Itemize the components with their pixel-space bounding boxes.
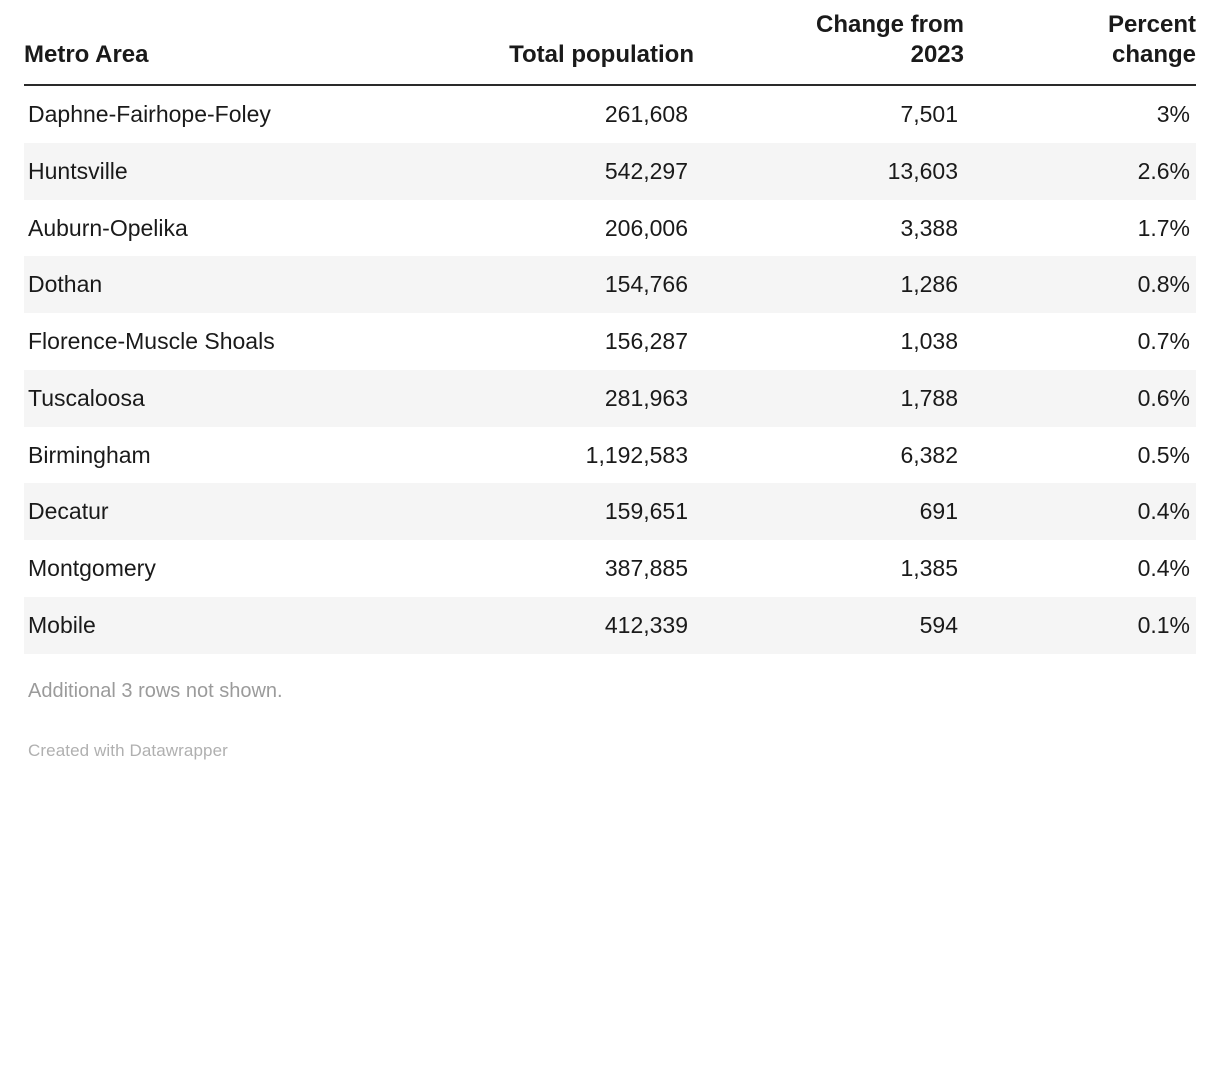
cell-total-population: 206,006 [604,214,688,241]
cell-total-population: 261,608 [604,101,688,127]
cell-percent-change: 3% [1156,101,1190,127]
cell-percent-change: 0.7% [1137,328,1190,354]
table-row [24,200,1196,257]
table-row [24,85,1196,143]
cell-percent-change: 0.4% [964,483,1196,540]
column-header-percent-change[interactable] [964,0,1196,85]
cell-change-from-2023: 13,603 [694,143,964,200]
cell-total-population: 156,287 [604,328,688,354]
header-change-line-2: 2023 [910,41,964,68]
cell-metro: Dothan [24,256,424,313]
table-row [24,370,1196,427]
table-row [24,143,1196,200]
cell-metro: Montgomery [28,555,156,581]
cell-metro: Mobile [24,597,424,654]
cell-change-from-2023: 691 [694,483,964,540]
cell-change-from-2023: 1,788 [694,370,964,427]
cell-metro: Florence-Muscle Shoals [28,328,275,354]
table-header [24,0,1196,85]
cell-change-from-2023: 7,501 [900,101,958,127]
table-row [24,597,1196,654]
cell-change-from-2023: 1,385 [900,555,958,581]
table-row [24,483,1196,540]
cell-change-from-2023: 594 [694,597,964,654]
cell-metro: Huntsville [24,143,424,200]
column-header-change-from-2023[interactable] [694,0,964,85]
column-header-total-population[interactable]: Total population [424,0,694,85]
cell-change-from-2023: 6,382 [900,441,958,468]
population-table [24,0,1196,654]
table-body [24,85,1196,654]
header-percent-line-2: change [1111,41,1196,68]
cell-percent-change: 0.1% [964,597,1196,654]
datawrapper-credit[interactable]: Created with Datawrapper [28,740,228,760]
cell-total-population: 542,297 [424,143,694,200]
cell-total-population: 154,766 [424,256,694,313]
cell-metro: Auburn-Opelika [28,214,188,241]
cell-metro: Birmingham [28,441,151,468]
table-row [24,313,1196,370]
cell-metro: Tuscaloosa [24,370,424,427]
header-row [24,0,1196,85]
header-change-line-1: Change from [815,11,964,38]
cell-total-population: 159,651 [424,483,694,540]
column-header-metro[interactable]: Metro Area [24,0,424,85]
header-percent-line-1: Percent [1107,11,1196,38]
cell-total-population: 387,885 [604,555,688,581]
cell-percent-change: 0.8% [964,256,1196,313]
cell-metro: Decatur [24,483,424,540]
cell-percent-change: 0.5% [1137,441,1190,468]
cell-change-from-2023: 1,038 [900,328,958,354]
table-row [24,427,1196,484]
cell-total-population: 1,192,583 [585,441,688,468]
cell-metro: Daphne-Fairhope-Foley [28,101,271,127]
additional-rows-note: Additional 3 rows not shown. [28,679,283,702]
cell-total-population: 281,963 [424,370,694,427]
cell-percent-change: 1.7% [1137,214,1190,241]
table-row [24,256,1196,313]
cell-percent-change: 0.4% [1137,555,1190,581]
cell-change-from-2023: 1,286 [694,256,964,313]
cell-total-population: 412,339 [424,597,694,654]
table-row [24,540,1196,597]
cell-change-from-2023: 3,388 [900,214,958,241]
cell-percent-change: 2.6% [964,143,1196,200]
cell-percent-change: 0.6% [964,370,1196,427]
